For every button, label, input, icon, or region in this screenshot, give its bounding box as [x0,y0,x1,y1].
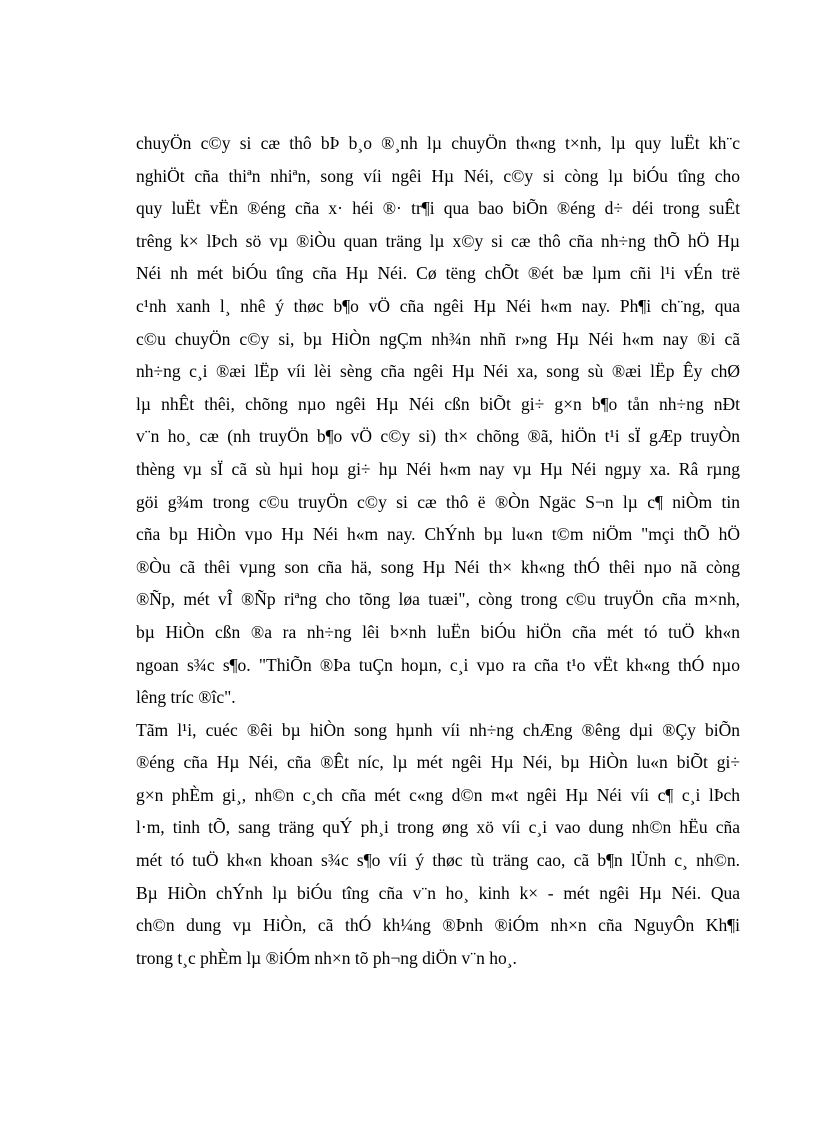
text-line: chuyÖn c©y si cæ thô bÞ b¸o ®¸nh lµ chuyÖn th«ng t×nh, lµ quy luËt kh¨c [136,133,740,153]
text-line: trong t¸c phÈm lµ ®iÓm nh×n tõ ph¬ng diÖn v¨n ho¸. [136,947,517,968]
text-line: cña bµ HiÒn vµo Hµ Néi h«m nay. ChÝnh bµ lu«n t©m niÖm "mçi thÕ hÖ [136,524,740,545]
text-line: lµ nhÊt thêi, chõng nµo ngêi Hµ Néi cßn biÕt gi÷ g×n b¶o tån nh÷ng nÐt [136,393,740,414]
text-line: göi g¾m trong c©u truyÖn c©y si cæ thô ë ®Òn Ngäc S¬n lµ c¶ niÒm tin [136,491,740,512]
text-line: l·m, tinh tÕ, sang träng quÝ ph¸i trong øng xö víi c¸i vao dung nh©n hËu cña [136,817,740,838]
text-line: lêng tríc ®îc". [136,687,236,708]
text-line: v¨n ho¸ cæ (nh truyÖn b¶o vÖ c©y si) th× chõng ®ã, hiÖn t¹i sÏ gÆp truyÒn [136,426,740,447]
text-line: ngoan s¾c s¶o. "ThiÕn ®Þa tuÇn hoµn, c¸i vµo ra cña t¹o vËt kh«ng thÓ nµo [136,654,740,675]
text-line: nh÷ng c¸i ®æi lËp víi lèi sèng cña ngêi Hµ Néi xa, song sù ®æi lËp Êy chØ [136,361,740,382]
body-text [136,127,740,974]
text-line: quy luËt vËn ®éng cña x· héi ®· tr¶i qua bao biÕn ®éng d÷ déi trong suÊt [136,198,740,219]
text-line: trêng k× lÞch sö vµ ®iÒu quan träng lµ x©y si cæ thô cña nh÷ng thÕ hÖ Hµ [136,230,740,251]
text-line: ®Ñp, mét vÎ ®Ñp riªng cho tõng løa tuæi", còng trong c©u truyÖn cña m×nh, [136,589,740,610]
text-line: Bµ HiÒn chÝnh lµ biÓu tîng cña v¨n ho¸ kinh k× - mét ngêi Hµ Néi. Qua [136,882,740,903]
text-line: ch©n dung vµ HiÒn, cã thÓ kh¼ng ®Þnh ®iÓm nh×n cña NguyÔn Kh¶i [136,915,740,936]
text-line: c¹nh xanh l¸ nhê ý thøc b¶o vÖ cña ngêi Hµ Néi h«m nay. Ph¶i ch¨ng, qua [136,295,740,316]
text-line: bµ HiÒn cßn ®a ra nh÷ng lêi b×nh luËn biÓu hiÖn cña mét tó tuÖ kh«n [136,621,740,642]
text-line: g×n phÈm gi¸, nh©n c¸ch cña mét c«ng d©n m«t ngêi Hµ Néi víi c¶ c¸i lÞch [136,784,740,805]
text-line: Tãm l¹i, cuéc ®êi bµ hiÒn song hµnh víi nh÷ng chÆng ®êng dµi ®Çy biÕn [136,719,740,740]
text-line: Néi nh mét biÓu tîng cña Hµ Néi. Cø tëng chÕt ®ét bæ lµm cñi l¹i vÉn trë [136,263,740,284]
text-line: mét tó tuÖ kh«n khoan s¾c s¶o víi ý thøc tù träng cao, cã b¶n lÜnh c¸ nh©n. [136,850,740,871]
text-line: nghiÖt cña thiªn nhiªn, song víi ngêi Hµ Néi, c©y si còng lµ biÓu tîng cho [136,165,740,186]
text-line: thèng vµ sÏ cã sù hµi hoµ gi÷ hµ Néi h«m nay vµ Hµ Néi ngµy xa. Râ rµng [136,458,740,479]
text-line: ®éng cña Hµ Néi, cña ®Êt níc, lµ mét ngêi Hµ Néi, bµ HiÒn lu«n biÕt gi÷ [136,752,740,773]
text-line: c©u chuyÖn c©y si, bµ HiÒn ngÇm nh¾n nhñ r»ng Hµ Néi h«m nay ®i cã [136,328,740,349]
text-line: ®Òu cã thêi vµng son cña hä, song Hµ Néi th× kh«ng thÓ thêi nµo nã còng [136,556,740,577]
